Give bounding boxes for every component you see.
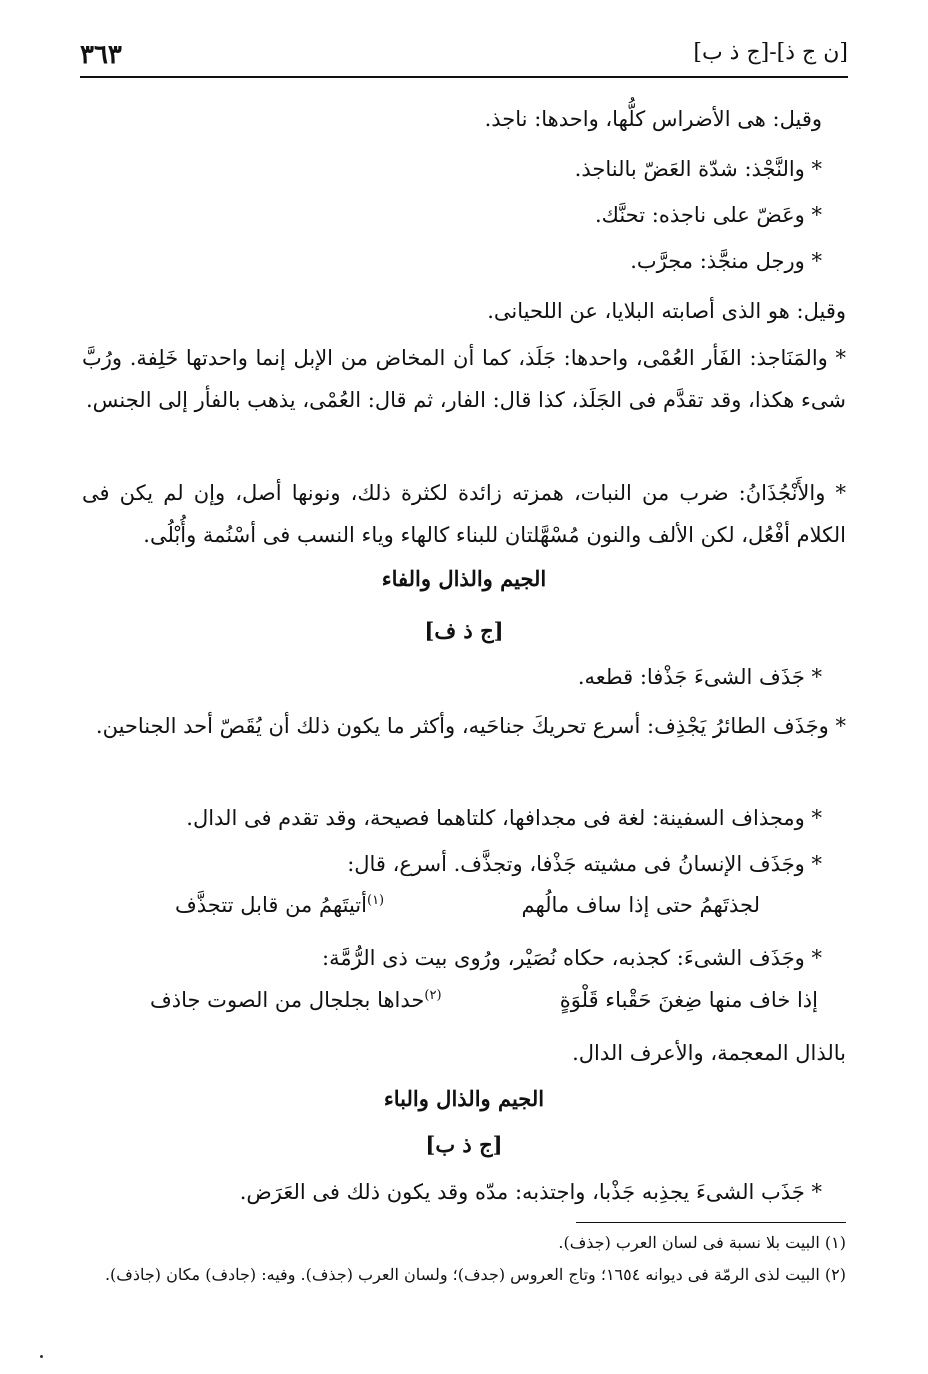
footnote-ref: (١) — [366, 893, 385, 908]
paragraph: * وجَذَف الإنسانُ فى مشيته جَذْفا، وتجذَّف. أسرع، قال: — [347, 852, 822, 876]
paragraph: * ورجل منجَّذ: مجرَّب. — [630, 249, 822, 273]
paragraph: * والأَنْجُذَانُ: ضرب من النبات، همزته زائدة لكثرة ذلك، ونونها أصل، وإن لم يكن فى الكلام أفْعُل، لكن الألف والنون مُسْهَّلتان للبناء كالهاء وياء النسب فى أسْنُمة وأُبْلُى. — [82, 481, 846, 547]
footnote-rule — [576, 1222, 846, 1223]
verse-first-hemistich: لجذتَهمُ حتى إذا ساف مالُهم — [521, 893, 760, 917]
verse-second-hemistich: $^{(٢)}$حداها بجلجال من الصوت جاذف — [150, 988, 442, 1012]
root-heading: [ج ذ ب] — [425, 1132, 503, 1157]
paragraph: * وعَضّ على ناجذه: تحنَّك. — [594, 203, 822, 227]
section-heading: الجيم والذال والباء — [383, 1086, 545, 1111]
footnote: (١) البيت بلا نسبة فى لسان العرب (جذف). — [558, 1233, 846, 1252]
paragraph: * والمَنَاجذ: الفَأر العُمْى، واحدها: جَلَذ، كما أن المخاض من الإبل إنما واحدتها خَلِفة. ورُبَّ شىء هكذا، وقد تقدَّم فى الجَلَذ، كذا قال: الفار، ثم قال: العُمْى، يذهب بالفأر إلى الجنس. — [82, 346, 846, 412]
speck — [40, 1355, 43, 1358]
paragraph: * جَذَب الشىءَ يجذِبه جَذْبا، واجتذبه: مدّه وقد يكون ذلك فى العَرَض. — [239, 1180, 822, 1204]
section-heading: الجيم والذال والفاء — [381, 566, 547, 591]
paragraph: * وجَذَف الشىءَ: كجذبه، حكاه نُصَيْر، ورُوى بيت ذى الرُّمَّة: — [322, 946, 822, 970]
header-rule — [80, 76, 848, 78]
paragraph: بالذال المعجمة، والأعرف الدال. — [572, 1041, 846, 1065]
verse-first-hemistich: إذا خاف منها ضِغنَ حَقْباء قَلْوَةٍ — [559, 988, 818, 1012]
page-number: ٣٦٣ — [80, 40, 122, 70]
root-heading: [ج ذ ف] — [424, 618, 504, 643]
running-title: [ن ج ذ]-[ج ذ ب] — [693, 40, 848, 65]
footnote-ref: (٢) — [424, 988, 442, 1003]
verse-second-hemistich: $^{(١)}$أتيتَهمُ من قابل تتجذَّف — [175, 893, 385, 917]
paragraph: وقيل: هو الذى أصابته البلايا، عن اللحيانى. — [487, 299, 846, 323]
paragraph: * جَذَف الشىءَ جَذْفا: قطعه. — [577, 665, 822, 689]
paragraph: وقيل: هى الأضراس كلُّها، واحدها: ناجذ. — [484, 107, 822, 131]
page-header — [80, 40, 848, 80]
footnote: (٢) البيت لذى الرمّة فى ديوانه ١٦٥٤؛ وتاج العروس (جدف)؛ ولسان العرب (جذف). وفيه: (جادف) مكان (جاذف). — [104, 1265, 846, 1284]
paragraph: * وجَذَف الطائرُ يَجْذِف: أسرع تحريكَ جناحَيه، وأكثر ما يكون ذلك أن يُقَصّ أحد الجناحين. — [95, 714, 846, 738]
paragraph: * والنَّجْذ: شدّة العَضّ بالناجذ. — [574, 157, 822, 181]
paragraph: * ومجذاف السفينة: لغة فى مجدافها، كلتاهما فصيحة، وقد تقدم فى الدال. — [186, 806, 822, 830]
